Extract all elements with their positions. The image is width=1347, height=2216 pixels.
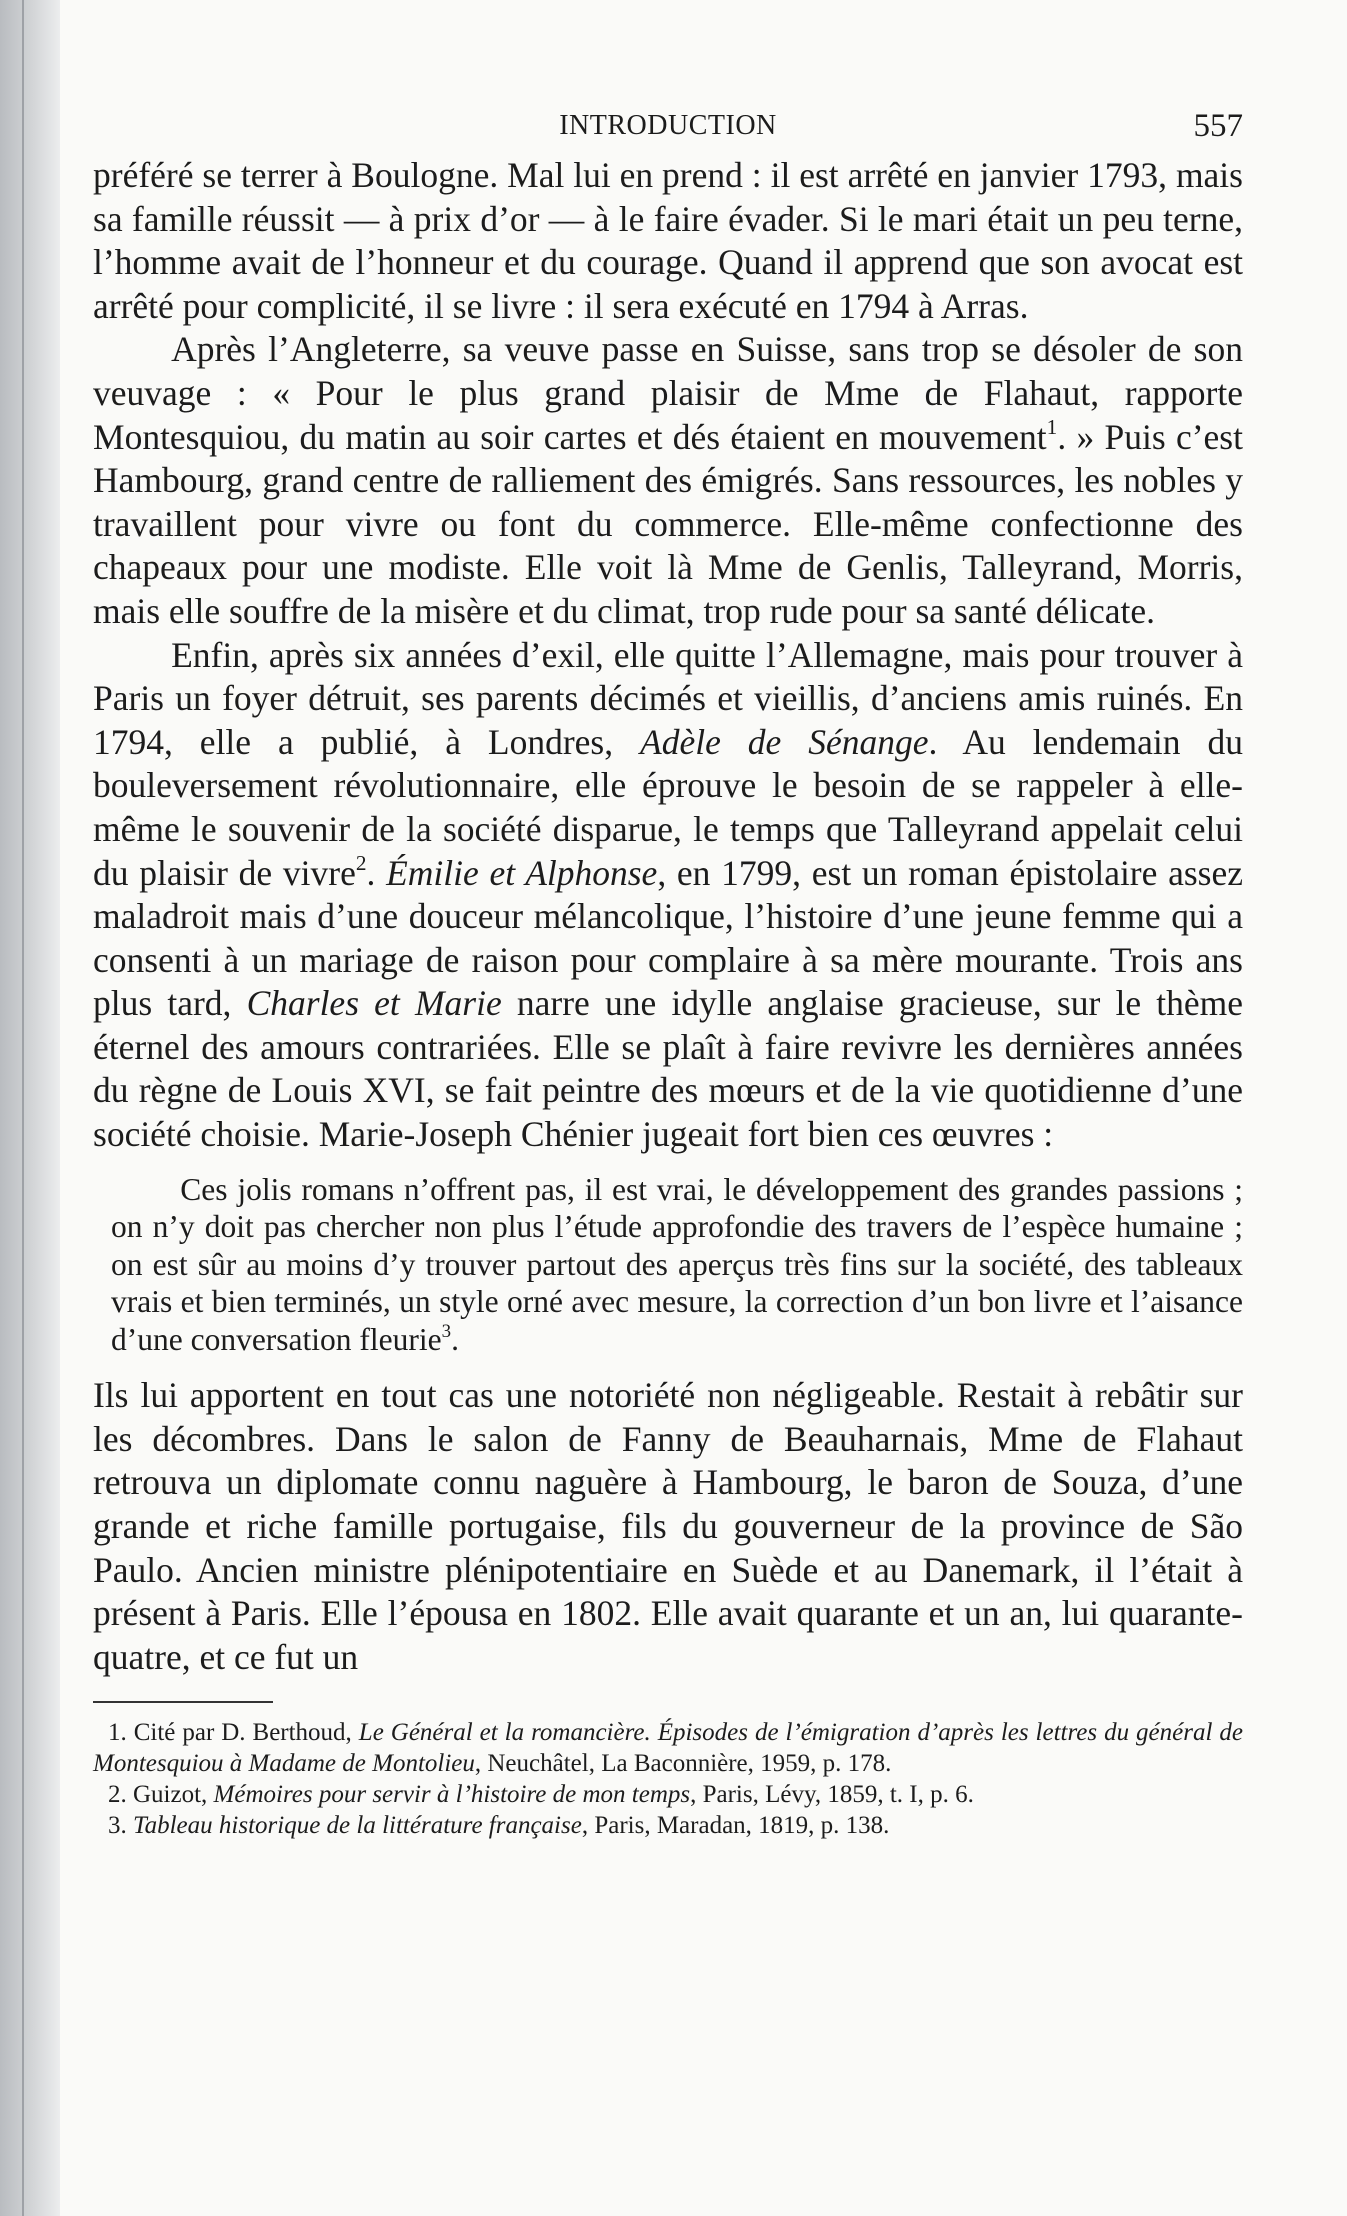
footnote-2-text-b: , Paris, Lévy, 1859, t. I, p. 6. [690, 1781, 974, 1809]
block-quote [111, 1171, 1243, 1359]
paragraph-3 [93, 634, 1243, 1157]
paragraph-3-text-b: . Au lendemain du bouleversement révolutionnaire, elle éprouve le besoin de se rappeler à elle-même le souvenir de la société disparue, le temps que Talleyrand appelait celui du plaisir de vivre [93, 721, 1243, 893]
book-title-emilie-et-alphonse: Émilie et Alphonse [386, 852, 658, 893]
paragraph-3-text-c: . [366, 852, 387, 893]
footnote-3-text-a: . [120, 1812, 133, 1840]
footnotes [93, 1717, 1243, 1841]
paragraph-2-text-b: . » Puis c’est Hambourg, grand centre de ralliement des émigrés. Sans ressources, les nobles y travaillent pour vivre ou font du commerce. Elle-même confectionne des chapeaux pour une modiste. Elle voit là Mme de Genlis, Talleyrand, Morris, mais elle souffre de la misère et du climat, trop rude pour sa santé délicate. [93, 416, 1243, 631]
footnote-1 [93, 1717, 1243, 1779]
page-gutter-shadow [0, 0, 60, 2216]
block-quote-end: . [451, 1321, 459, 1357]
footnote-1-title: Le Général et la romancière. Épisodes de l’émigration d’après les lettres du général de Montesquiou à Madame de Montolieu [93, 1719, 1243, 1778]
running-head-title: INTRODUCTION [559, 110, 777, 141]
footnote-1-number: 1 [108, 1719, 121, 1747]
footnote-3-number: 3 [108, 1812, 121, 1840]
footnote-2-title: Mémoires pour servir à l’histoire de mon temps [213, 1781, 691, 1809]
footnote-ref-3[interactable]: 3 [441, 1320, 452, 1342]
paragraph-4: Ils lui apportent en tout cas une notoriété non négligeable. Restait à rebâtir sur les décombres. Dans le salon de Fanny de Beauharnais, Mme de Flahaut retrouva un diplomate connu naguère à Hambourg, le baron de Souza, d’une grande et riche famille portugaise, fils du gouverneur de la province de São Paulo. Ancien ministre plénipotentiaire en Suède et au Danemark, il l’était à présent à Paris. Elle l’épousa en 1802. Elle avait quarante et un an, lui quarante-quatre, et ce fut un [93, 1375, 1243, 1677]
running-head [93, 102, 1243, 154]
block-quote-text: Ces jolis romans n’offrent pas, il est vrai, le développement des grandes passions ; on n’y doit pas chercher non plus l’étude approfondie des travers de l’espèce humaine ; on est sûr au moins d’y trouver partout des aperçus très fins sur la société, des tableaux vrais et bien terminés, un style orné avec mesure, la correction d’un bon livre et l’aisance d’une conversation fleurie [111, 1171, 1243, 1357]
footnote-3-text-b: , Paris, Maradan, 1819, p. 138. [581, 1812, 890, 1840]
paragraph-1: préféré se terrer à Boulogne. Mal lui en prend : il est arrêté en janvier 1793, mais sa famille réussit — à prix d’or — à le faire évader. Si le mari était un peu terne, l’homme avait de l’honneur et du courage. Quand il apprend que son avocat est arrêté pour complicité, il se livre : il sera exécuté en 1794 à Arras. [93, 155, 1243, 326]
footnote-3-title: Tableau historique de la littérature française [133, 1812, 582, 1840]
footnote-1-text-a: . Cité par D. Berthoud, [120, 1719, 359, 1747]
footnote-2 [93, 1779, 1243, 1810]
book-title-charles-et-marie: Charles et Marie [246, 983, 502, 1024]
footnote-ref-2[interactable]: 2 [355, 850, 367, 875]
page-number: 557 [1193, 108, 1243, 144]
book-page [93, 102, 1243, 1841]
paragraph-3-text-d: , en 1799, est un roman épistolaire assez maladroit mais d’une douceur mélancolique, l’histoire d’une jeune femme qui a consenti à un mariage de raison pour complaire à sa mère mourante. Trois ans plus tard, [93, 852, 1244, 1024]
paragraph-3-text-e: narre une idylle anglaise gracieuse, sur le thème éternel des amours contrariées. Elle se plaît à faire revivre les dernières années du règne de Louis XVI, se fait peintre des mœurs et de la vie quotidienne d’une société choisie. Marie-Joseph Chénier jugeait fort bien ces œuvres : [93, 983, 1243, 1155]
footnote-2-number: 2 [108, 1781, 121, 1809]
body-text [93, 154, 1243, 1679]
paragraph-2-text-a: Après l’Angleterre, sa veuve passe en Suisse, sans trop se désoler de son veuvage : « Pour le plus grand plaisir de Mme de Flahaut, rapporte Montesquiou, du matin au soir cartes et dés étaient en mouvement [93, 329, 1243, 457]
paragraph-2 [93, 328, 1243, 633]
book-title-adele-de-senange: Adèle de Sénange [640, 721, 929, 762]
footnote-1-text-b: , Neuchâtel, La Baconnière, 1959, p. 178. [474, 1750, 892, 1778]
footnote-3 [93, 1810, 1243, 1841]
paragraph-3-text-a: Enfin, après six années d’exil, elle quitte l’Allemagne, mais pour trouver à Paris un foyer détruit, ses parents décimés et vieillis, d’anciens amis ruinés. En 1794, elle a publié, à Londres, [93, 634, 1243, 762]
footnote-separator [93, 1701, 273, 1703]
page-gutter-edge [22, 0, 24, 2216]
footnote-2-text-a: . Guizot, [120, 1781, 214, 1809]
footnote-ref-1[interactable]: 1 [1046, 414, 1058, 439]
